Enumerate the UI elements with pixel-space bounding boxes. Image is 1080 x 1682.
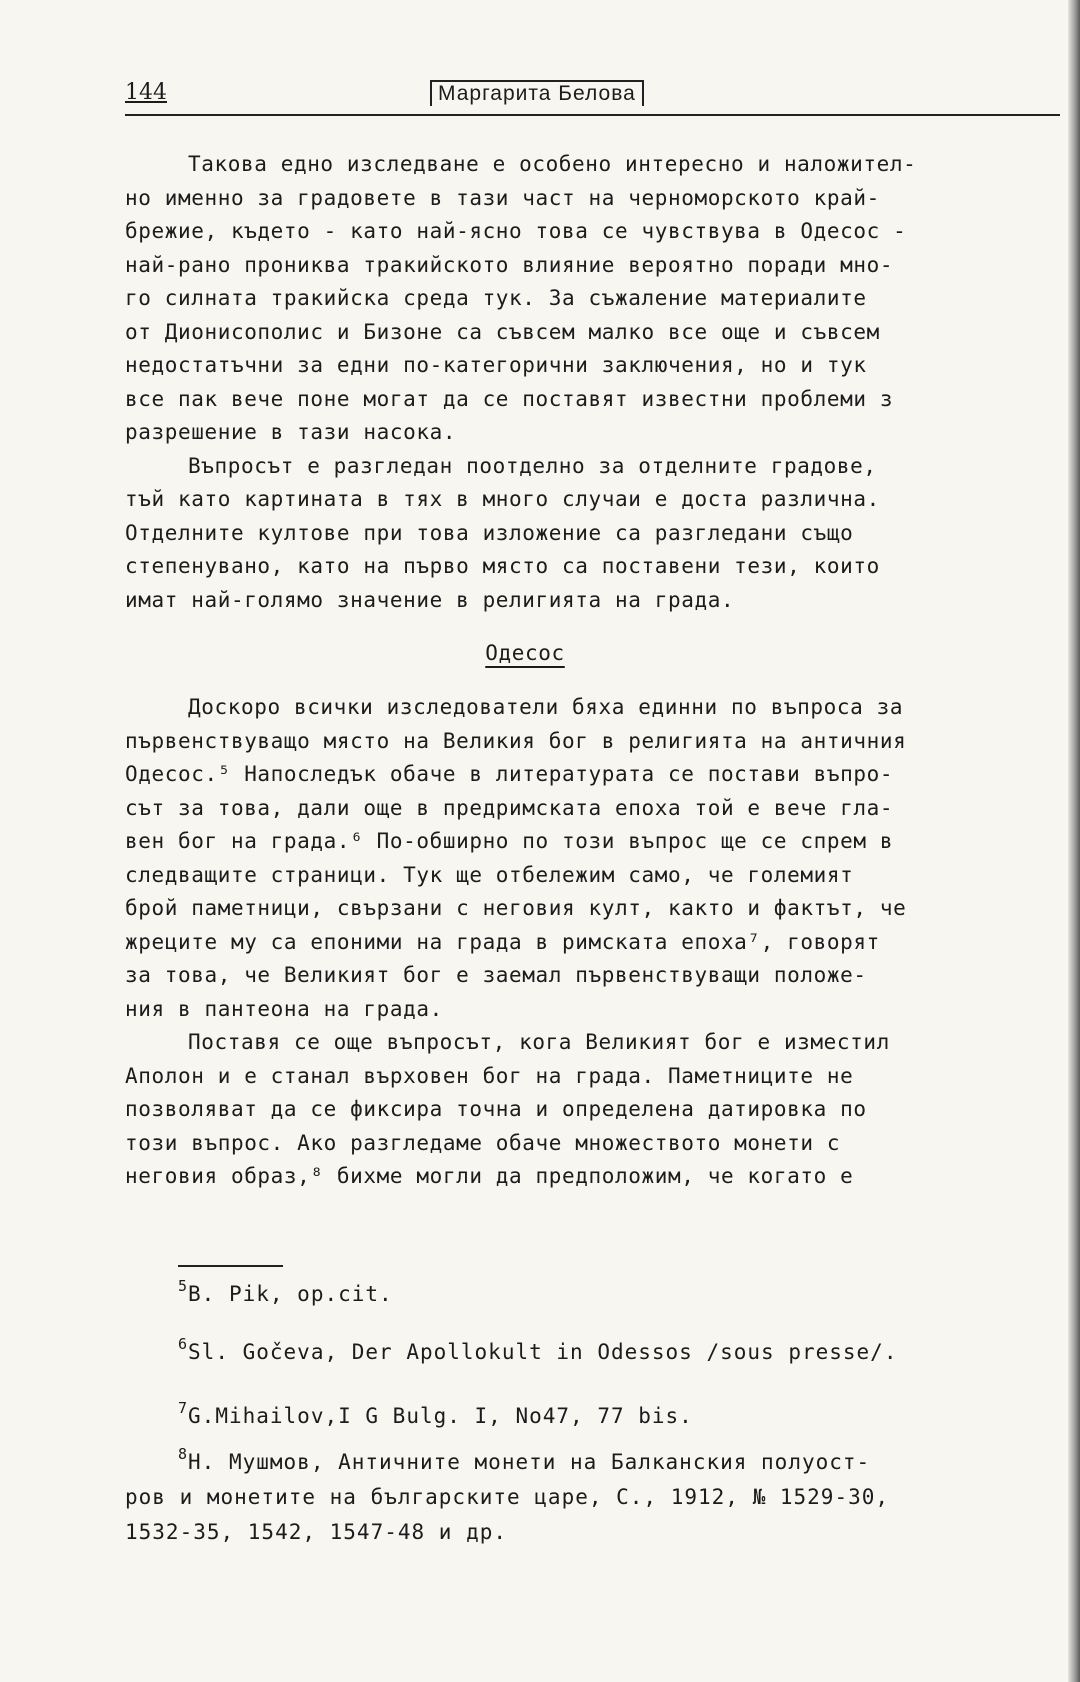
paragraph-2 — [125, 450, 1055, 618]
footnote-rule — [178, 1265, 283, 1267]
text-line: за това, че Великият бог е заемал първенствуващи положе- — [125, 963, 867, 987]
footnote-number: 6 — [178, 1335, 189, 1353]
page-header — [125, 78, 1060, 116]
footnote-5 — [178, 1277, 393, 1306]
text-line: позволяват да се фиксира точна и определена датировка по — [125, 1097, 867, 1121]
footnote-text: G.Mihailov,I G Bulg. I, No47, 77 bis. — [188, 1404, 693, 1428]
section-title — [125, 637, 925, 671]
footnote-8 — [178, 1445, 871, 1474]
text-line: следващите страници. Тук ще отбележим само, че големият — [125, 862, 854, 887]
text-line: Поставя се още въпросът, кога Великият бог е изместил — [188, 1030, 890, 1054]
text-line: Въпросът е разгледан поотделно за отделните градове, — [188, 453, 877, 478]
footnote-text: Sl. Gočeva, Der Apollokult in Odessos /sous presse/. — [188, 1340, 898, 1364]
footnote-6 — [178, 1335, 898, 1364]
text-line: от Дионисополис и Бизоне са съвсем малко все още и съвсем — [125, 319, 880, 344]
footnote-8-continuation: 1532-35, 1542, 1547-48 и др. — [125, 1520, 508, 1544]
text-line: недостатъчни за едни по-категорични заключения, но и тук — [125, 353, 867, 377]
footnote-text: B. Pik, op.cit. — [188, 1282, 393, 1306]
page-edge-shadow — [1068, 0, 1080, 1682]
text-line: Доскоро всички изследователи бяха единни по въпроса за — [188, 695, 904, 719]
main-text — [125, 148, 1055, 1194]
footnote-number: 7 — [178, 1399, 189, 1417]
running-head-author: Маргарита Белова — [430, 80, 644, 106]
text-line: сът за това, дали още в предримската епоха той е вече гла- — [125, 795, 894, 820]
text-line: брой паметници, свързани с неговия култ, както и фактът, че — [125, 896, 907, 920]
text-line: разрешение в тази насока. — [125, 420, 457, 444]
text-line: неговия образ,⁸ бихме могли да предположим, че когато е — [125, 1164, 854, 1188]
text-line: ния в пантеона на града. — [125, 996, 443, 1021]
paragraph-3 — [125, 691, 1055, 1026]
text-line: имат най-голямо значение в религията на града. — [125, 587, 735, 612]
text-line: но именно за градовете в тази част на черноморското край- — [125, 185, 880, 210]
text-line: тъй като картината в тях в много случаи е доста различна. — [125, 487, 880, 511]
text-line: Отделните култове при това изложение са разгледани също — [125, 520, 854, 545]
text-line: вен бог на града.⁶ По-обширно по този въпрос ще се спрем в — [125, 829, 894, 853]
text-line: Одесос.⁵ Напоследък обаче в литературата се постави въпро- — [125, 762, 894, 786]
text-line: жреците му са епоними на града в римската епоха⁷, говорят — [125, 929, 880, 954]
text-line: този въпрос. Ако разгледаме обаче множеството монети с — [125, 1130, 841, 1155]
text-line: Такова едно изследване е особено интересно и наложител- — [188, 152, 917, 176]
footnote-8-continuation: ров и монетите на българските царе, С., 1912, № 1529-30, — [125, 1485, 890, 1509]
paragraph-4 — [125, 1026, 1055, 1194]
section-heading-block — [125, 617, 1055, 691]
text-line: Аполон и е станал върховен бог на града. Паметниците не — [125, 1063, 854, 1088]
text-line: степенувано, като на първо място са поставени тези, които — [125, 554, 880, 578]
section-title-text: Одесос — [485, 641, 565, 665]
text-line: първенствуващо място на Великия бог в религията на античния — [125, 728, 907, 753]
paragraph-1 — [125, 148, 1055, 450]
footnote-7 — [178, 1399, 693, 1428]
text-line: го силната тракийска среда тук. За съжаление материалите — [125, 286, 867, 310]
footnote-number: 8 — [178, 1445, 189, 1463]
text-line: брежие, където - като най-ясно това се чувствува в Одесос - — [125, 219, 907, 243]
page-number: 144 — [125, 80, 167, 105]
text-line: все пак вече поне могат да се поставят известни проблеми з — [125, 386, 894, 411]
text-line: най-рано прониква тракийското влияние вероятно поради мно- — [125, 252, 894, 277]
footnote-text: Н. Мушмов, Античните монети на Балканския полуост- — [188, 1450, 871, 1474]
footnote-number: 5 — [178, 1277, 189, 1295]
